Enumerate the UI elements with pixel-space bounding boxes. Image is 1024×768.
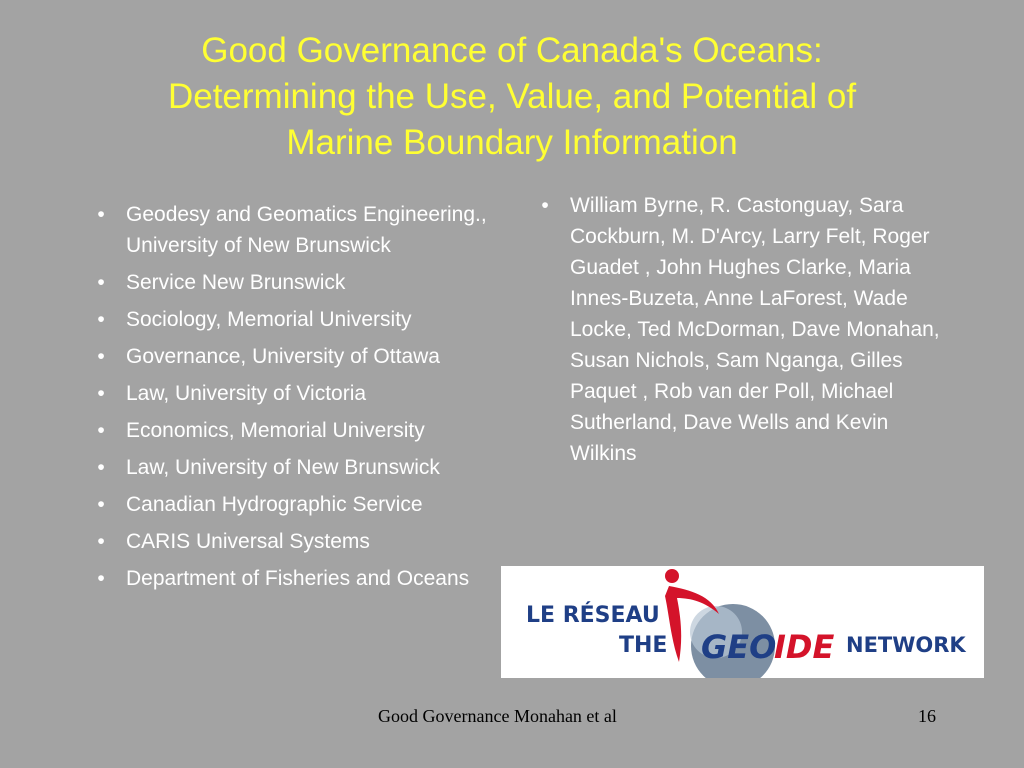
authors-text: William Byrne, R. Castonguay, Sara Cockburn, M. D'Arcy, Larry Felt, Roger Guadet , John Hughes Clarke, Maria Innes-Buzeta, Anne LaForest, Wade Locke, Ted McDorman, Dave Monahan, Susan Nichols, Sam Nganga, Gilles Paquet , Rob van der Poll, Michael Sutherland, Dave Wells and Kevin Wilkins	[570, 194, 940, 465]
list-item-text: Economics, Memorial University	[126, 419, 425, 442]
bullet-icon: •	[541, 194, 549, 217]
list-item	[86, 415, 496, 446]
list-item	[86, 199, 496, 261]
bullet-icon: •	[97, 493, 105, 516]
bullet-icon: •	[97, 345, 105, 368]
bullet-icon: •	[97, 419, 105, 442]
list-item-text: Governance, University of Ottawa	[126, 345, 440, 368]
title-line-2: Determining the Use, Value, and Potential of	[167, 77, 857, 116]
bullet-icon: •	[97, 308, 105, 331]
list-item-text: Department of Fisheries and Oceans	[126, 567, 470, 590]
geoide-logo-graphic	[501, 566, 984, 678]
list-item	[86, 452, 496, 483]
bullet-icon: •	[97, 271, 105, 294]
logo-text-geo: GEO	[701, 628, 777, 666]
slide-title	[40, 28, 984, 166]
authors-list	[530, 190, 950, 475]
list-item	[86, 489, 496, 520]
list-item	[86, 526, 496, 557]
logo-text-le-reseau: LE RÉSEAU	[526, 603, 660, 628]
institutions-list	[86, 199, 496, 600]
list-item-text: Geodesy and Geomatics Engineering., University of New Brunswick	[126, 203, 487, 257]
bullet-icon: •	[97, 456, 105, 479]
list-item-text: Service New Brunswick	[126, 271, 346, 294]
logo-text-network: NETWORK	[846, 633, 966, 657]
list-item-text: Law, University of Victoria	[126, 382, 367, 405]
list-item	[86, 563, 496, 594]
list-item	[86, 341, 496, 372]
footer-text: Good Governance Monahan et al	[378, 706, 617, 726]
title-line-3: Marine Boundary Information	[286, 123, 738, 162]
list-item-text: Sociology, Memorial University	[126, 308, 412, 331]
figure-head-icon	[665, 569, 679, 583]
list-item-text: CARIS Universal Systems	[126, 530, 370, 553]
list-item-text: Canadian Hydrographic Service	[126, 493, 423, 516]
page-number: 16	[918, 706, 936, 726]
list-item-text: Law, University of New Brunswick	[126, 456, 440, 479]
list-item	[86, 304, 496, 335]
bullet-icon: •	[97, 203, 105, 226]
logo-text-the: THE	[619, 633, 668, 658]
logo-text-ide: IDE	[774, 628, 835, 666]
list-item	[86, 378, 496, 409]
geoide-logo	[501, 566, 984, 678]
list-item	[530, 190, 950, 469]
bullet-icon: •	[97, 567, 105, 590]
list-item	[86, 267, 496, 298]
title-line-1: Good Governance of Canada's Oceans:	[201, 31, 823, 70]
bullet-icon: •	[97, 530, 105, 553]
bullet-icon: •	[97, 382, 105, 405]
